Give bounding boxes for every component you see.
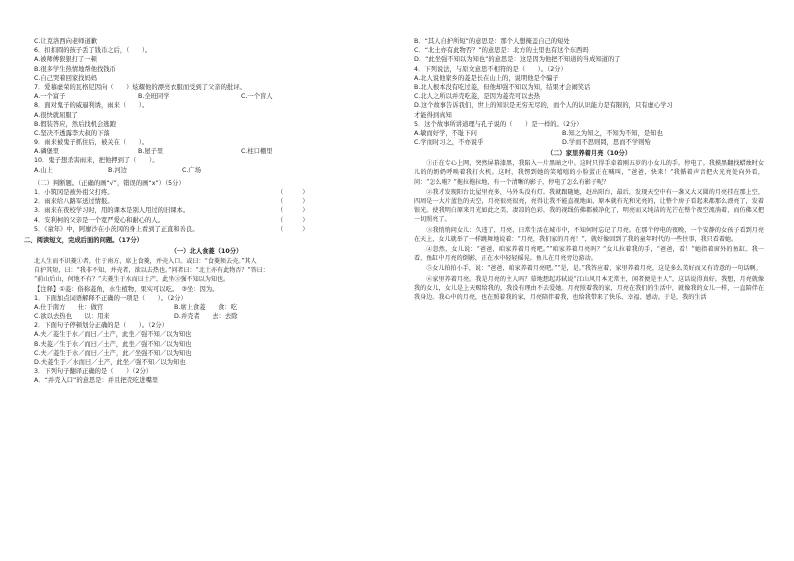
passage-paragraph: ⑤女儿拍拍小手，说：“爸爸，咱家养着月亮吧。”“是，是。”我答应着，家里养着月亮，这是多么美好而又有诗意的一句话啊。 [426, 265, 762, 273]
option: A.一个富子 [34, 93, 66, 101]
question-8: 8．面对鬼子的威逼利诱，雨来（ ）。 [34, 102, 149, 110]
question-4: 4．下列说法，与原文意思不相符的是（ ）。（2分） [414, 65, 567, 73]
passage-note: 【注释】①菱：俗称菱角，水生植物，果实可以吃。 ③坐：因为。 [34, 285, 219, 293]
answer-blank: （ ） [277, 198, 309, 206]
option-line: C.自己哭着回家找妈妈 [34, 74, 98, 82]
question-5: 5．这个故事所讲道理与孔子说的（ ）是一样的。（2分） [414, 120, 583, 128]
option-line: A.被师傅狠狠打了一顿 [34, 56, 97, 64]
option-line: C.北人之所以并壳吃菱，是因为菱壳可以去热 [414, 93, 541, 101]
option-line: D.夫菱生于／水而曰／土产，此坐／强不知／以为知也 [34, 359, 186, 366]
right-column [414, 37, 764, 302]
question-3: 3．下列句子翻译正确的是（ ）（2分） [34, 368, 153, 376]
option: B.河边 [108, 166, 127, 174]
reading-section-heading: 二、阅读短文，完成后面的问题。（17分） [24, 236, 143, 244]
judge-item: 4．安利柯的父亲是一个宽严爱心和耐心的人。 （ ） [34, 216, 309, 224]
option-line: D．“此坐强不知以为知也”的意思是：这是因为他把不知道的当成知道的了 [414, 56, 621, 64]
option: B.屋子里 [138, 148, 164, 156]
option-line: A.夫／菱生于水／而曰／土产，此坐／强不知／以为知也 [34, 331, 192, 339]
option: C.柱口棚里 [241, 148, 273, 156]
text-line: C.让克洛西向老师道歉 [34, 38, 98, 45]
question-5-options [414, 129, 764, 138]
option: A.敏而好学，不耻下问 [414, 129, 477, 137]
option: C.一个盲人 [241, 93, 273, 101]
question-9: 9．雨来被鬼子抓住后，被关在（ ）。 [34, 139, 149, 147]
passage-line: 自护其短，曰：“我非不知，并壳者，欲以去热也。”问者曰：“北土亦有此物否？”答曰： [34, 267, 269, 275]
question-6: 6．扣扣圆的孩子丢了钱币之后，（ ）。 [34, 47, 152, 55]
option: D.并壳者 去：去除 [174, 313, 238, 321]
passage-line: 北人生而不识菱①者，仕于南方，席上食菱，并壳入口。或曰：“食菱须去壳。”其人 [34, 257, 257, 265]
answer-blank: （ ） [277, 207, 309, 215]
option-line: A.北人说他家乡的菱是长在山上的，说明他是个骗子 [414, 74, 559, 82]
option-line: 才能得到真知 [414, 111, 452, 119]
question-10: 10．鬼子想杀害雨来，把他押到了（ ）。 [34, 157, 159, 165]
question-5-options [414, 138, 764, 147]
question-9-options [34, 147, 379, 156]
option: A.山上 [34, 166, 53, 174]
option: C.学而时习之，不亦说乎 [414, 139, 484, 147]
question-7-options [34, 92, 379, 101]
option-line: B．“其人自护所短”的意思是：那个人想掩盖自己的短处 [414, 38, 570, 45]
judge-item: 5．《童年》中，阿廖沙在小茨冈的身上看到了正直和善良。 （ ） [34, 225, 309, 233]
question-7: 7．爱慕虚荣的瓦格尼因向（ ）炫耀他的漂亮衣服而受到了父亲的批评。 [34, 83, 246, 91]
answer-blank: （ ） [277, 216, 309, 224]
judge-section-heading: （二）判断题。（正确的画“√”，错误的画“x”）（5分） [34, 179, 185, 187]
option: A.仕于南方 仕：做官 [34, 303, 104, 311]
passage-1-title: （一）北人食菱（10分） [170, 247, 243, 255]
question-1-options [34, 312, 379, 321]
judge-item: 2．雨来给八路军送过情报。 （ ） [34, 198, 309, 206]
option-line: B.夫菱／生于水／而曰／土产，此坐／强不知／以为知也 [34, 340, 192, 348]
question-2: 2．下面句子停顿划分正确的是（ ）。（2分） [34, 322, 168, 330]
option-line: C．“北土亦有此物否？”的意思是：北方的土里也有这个东西吗 [414, 47, 589, 55]
option: D.学而不思则罔，思而不学则殆 [562, 139, 651, 147]
passage-paragraph: ②我才发现阳台比屋里亮多，马外头没有灯。我就跟随她，赶出阳台，最后，发现天空中有一盏又大又圆的月亮挂在那上空，四周是一大片蓝色的天空，月亮很亮很亮，亮得让我不能直视地面，原本就有光和光亮的，让整个房子看起来都那么漂亮了，发着银光。使我明白原来月光如此之美，凄凉的色彩，我的视线仿佛都被净化了，明亮而又纯洁的光芒在整个夜空流淌着，而仿佛又把一切照亮了。 [414, 188, 764, 224]
passage-2-title: （二）家里养着月亮（10分） [546, 150, 632, 158]
option: B.知之为知之，不知为不知，是知也 [562, 129, 663, 137]
option-line: D.这个故事告诉我们，世上的知识是无穷无尽的，而个人的认识能力是有限的，只有虚心学习 [414, 102, 673, 110]
option-line: C.夫／菱生于水／而曰／土产，此／坐强不知／以为知也 [34, 349, 192, 357]
answer-blank: （ ） [277, 225, 309, 233]
passage-paragraph: ①正在专心上网，突然屏幕漆黑，我陷入一片黑暗之中。这时只得手牵着刚五岁的小女儿的手。停电了。我摸黑翻找蜡烛时女儿的的奶奶呼唤着我打火机。这时，我愣到她的笑嘻嘻的小脸蛋正在喊叫，“爸爸，快来！”我循着声音把火光亮处向外看，问：“怎么啦？”拖拉拖拉地，有一个清晰的影子，停电了怎么有影子呢？ [414, 160, 764, 186]
passage-paragraph: ④忽然，女儿说：“爸爸，咱家养着月亮吧。”“咱家养着月亮吗？”女儿拉着我的手，“爸爸，看！”她指着窗外的鱼缸。我一看，鱼缸中月亮的倒影，正在水中轻轻摇晃。鱼儿在月亮旁边游动。 [414, 246, 764, 263]
option-line: B.假装答应，然后找机会逃跑 [34, 120, 116, 128]
option-line: B.北人根本没有吃过菱，但他却强不知以为知，结果才会闹笑话 [414, 83, 591, 91]
option-line: A.很快就屈服了 [34, 111, 78, 119]
question-10-options [34, 166, 379, 175]
option: C.广场 [182, 166, 201, 174]
option: C.欲以去热也 以：用来 [34, 313, 110, 321]
passage-paragraph: ⑥家里养着月亮。我是月亮的主人吗？慕地想起苏轼说“江山风月本无常主，闲者便是主人”，这话说得真好。我想，月亮就像我的女儿，女儿是上天赐给我的，我没有理由不去爱她。月亮照着我的家，月亮在我们的生活中，就像我的女儿一样，一直陪伴在我身边。我心中的月亮，也在照着我的家，月亮陪伴着我，也给我带来了快乐、幸福、感动。于是，我的生活 [414, 275, 764, 302]
option-line: C.坚决不透露李大叔的下落 [34, 129, 110, 137]
answer-blank: （ ） [277, 189, 309, 196]
option: A.磷堡里 [34, 148, 60, 156]
option: B.席上食菱 食：吃 [174, 303, 237, 311]
passage-line: “前山后山，何地不有？”夫菱生于水而曰土产，此坐③强不知以为知也。 [34, 276, 230, 284]
judge-item: 3．雨来在夜校学习时，用的课本是别人用过的旧课本。 （ ） [34, 207, 309, 215]
option: B.全班同学 [138, 93, 170, 101]
question-1-options [34, 303, 379, 312]
passage-paragraph: ③我悄悄问女儿：久违了，月亮，日常生活在城市中，不知何时忘记了月亮。在那个停电的夜晚，一个安静的女孩子看到月亮在天上，女儿就举了一样跳舞地说着：“月亮，我们家的月亮！”，就好像回到了我的童年时代的一些往事，我只看着她。 [414, 226, 764, 243]
option-line: B.很多学生热情地帮他找钱币 [34, 65, 116, 73]
left-column [24, 37, 379, 386]
question-1: 1．下面加点词语解释不正确的一项是（ ）。（2分） [34, 294, 187, 302]
option-line: A．“并壳入口”的意思是：并且把壳吃进嘴里 [34, 377, 159, 385]
judge-item: 1．小筑冈是被外祖父打疼。 （ ） [34, 189, 309, 196]
